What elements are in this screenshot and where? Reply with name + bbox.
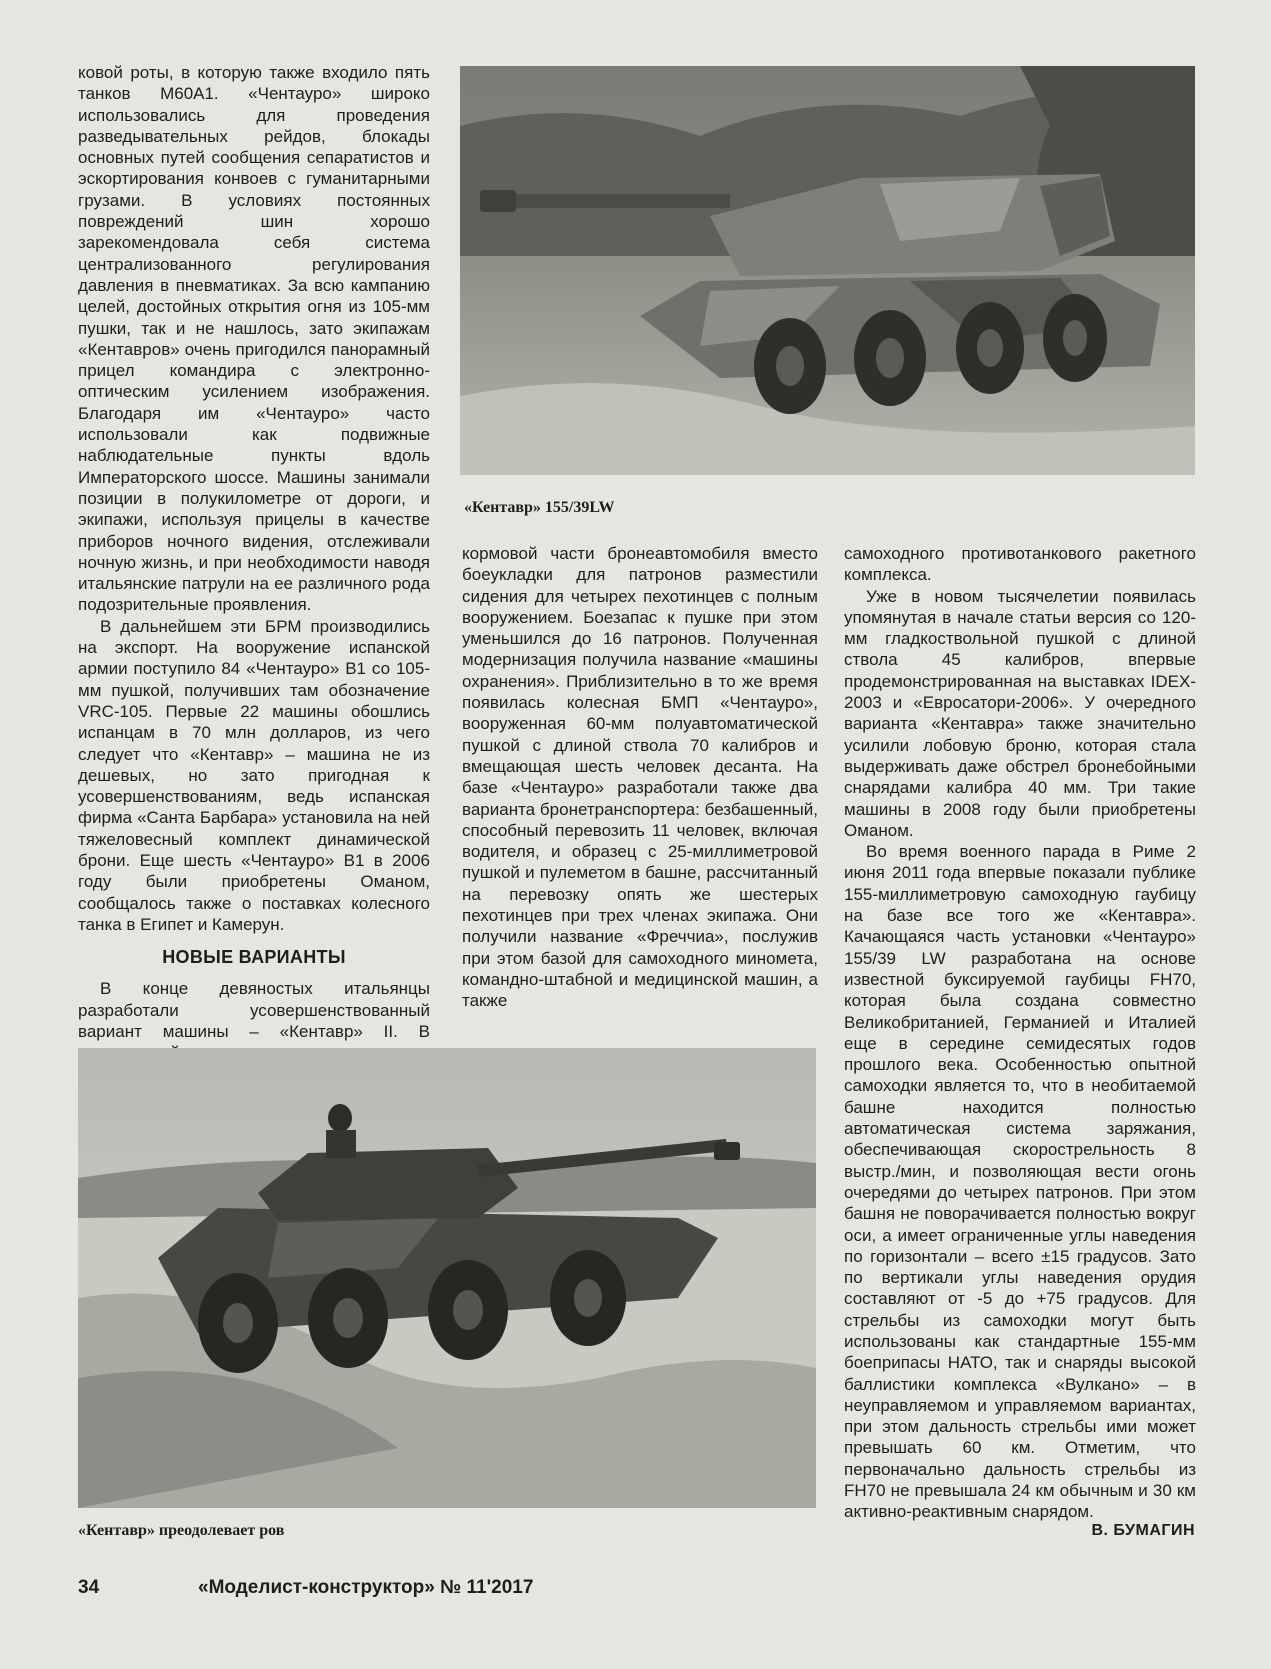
section-heading: НОВЫЕ ВАРИАНТЫ <box>162 947 346 968</box>
article-column-2 <box>462 543 818 1048</box>
photo-centauro-crossing-ditch <box>78 1048 816 1508</box>
article-column-3 <box>844 543 1196 1522</box>
article-column-1 <box>78 62 430 1047</box>
photo-centauro-crossing-ditch-image <box>78 1048 816 1508</box>
paragraph: самоходного противотанкового ракетного комплекса. <box>844 544 1196 585</box>
photo-centauro-155-39lw-image <box>460 66 1195 475</box>
paragraph: кормовой части бронеавтомобиля вместо боеукладки для патронов разместили сидения для четырех пехотинцев с полным вооружением. Боезапас к пушке при этом уменьшился до 16 патронов. Полученная модернизация получила название «машины охранения». Приблизительно в то же время появилась колесная БМП «Чентауро», вооруженная 60-мм полуавтоматической пушкой с длиной ствола 70 калибров и вмещающая шесть человек десанта. На базе «Чентауро» разработали также два варианта бронетранспортера: безбашенный, способный перевозить 11 человек, включая водителя, и образец с 25-миллиметровой пушкой и пулеметом в башне, рассчитанный на перевозку опять же шестерых пехотинцев при трех членах экипажа. Они получили название «Фреччиа», послужив при этом базой для самоходного миномета, командно-штабной и медицинской машин, а также <box>462 544 818 1011</box>
paragraph: ковой роты, в которую также входило пять танков M60A1. «Чентауро» широко использовались для проведения разведывательных рейдов, блокады основных путей сообщения сепаратистов и эскортирования конвоев с гуманитарными грузами. В условиях постоянных повреждений шин хорошо зарекомендовала себя система централизованного регулирования давления в пневматиках. За всю кампанию целей, достойных открытия огня из 105-мм пушки, так и не нашлось, зато экипажам «Кентавров» очень пригодился панорамный прицел командира с электронно-оптическим усилением изображения. Благодаря им «Чентауро» часто использовали как подвижные наблюдательные пункты вдоль Императорского шоссе. Машины занимали позиции в полукилометре от дороги, и экипажи, используя прицелы в качестве приборов ночного видения, отслеживали ночную жизнь, и при необходимости наводя итальянские патрули на ее различного рода подозрительные проявления. <box>78 63 430 615</box>
paragraph: В дальнейшем эти БРМ производились на экспорт. На вооружение испанской армии поступило 84 «Чентауро» В1 со 105-мм пушкой, получивших там обозначение VRC-105. Первые 22 машины обошлись испанцам в 70 млн долларов, из чего следует что «Кентавр» – машина не из дешевых, но зато пригодная к усовершенствованиям, ведь испанская фирма «Санта Барбара» установила на ней тяжеловесный комплект динамической брони. Еще шесть «Чентауро» В1 в 2006 году были приобретены Оманом, сообщалось также о поставках колесного танка в Египет и Камерун. <box>78 616 430 934</box>
article-author: В. БУМАГИН <box>1091 1522 1195 1539</box>
paragraph: Во время военного парада в Риме 2 июня 2011 года впервые показали публике 155-миллиметровую самоходную гаубицу на базе все того же «Кентавра». Качающаяся часть установки «Чентауро» 155/39 LW разработана на основе известной буксируемой гаубицы FH70, которая была создана совместно Великобританией, Германией и Италией еще в середине семидесятых годов прошлого века. Особенностью опытной самоходки является то, что в необитаемой башне находится полностью автоматическая система заряжания, обеспечивающая скорострельность 8 выстр./мин, и позволяющая вести огонь очередями до четырех патронов. При этом башня не поворачивается полностью вокруг оси, а имеет ограниченные углы наведения по горизонтали – всего ±15 градусов. Зато по вертикали углы наведения орудия составляют от -5 до +75 градусов. Для стрельбы из самоходки могут быть использованы как стандартные 155-мм боеприпасы НАТО, так и снаряды высокой баллистики комплекса «Вулкано» – в неуправляемом и управляемом вариантах, при этом дальность стрельбы ими может превышать 60 км. Отметим, что первоначально дальность стрельбы из FH70 не превышала 24 км обычным и 30 км активно-реактивным снарядом. <box>844 842 1196 1522</box>
paragraph: В конце девяностых итальянцы разработали усовершенствованный вариант машины – «Кентавр» II. В <box>78 979 430 1042</box>
paragraph: Уже в новом тысячелетии появилась упомянутая в начале статьи версия со 120-мм гладкоствольной пушкой с длиной ствола 45 калибров, впервые продемонстрированная на выставках IDEX-2003 и «Евросатори-2006». У очередного варианта «Кентавра» также значительно усилили лобовую броню, которая стала выдерживать даже обстрел бронебойными снарядами калибра 40 мм. Три такие машины в 2008 году были приобретены Оманом. <box>844 586 1196 840</box>
photo1-caption: «Кентавр» 155/39LW <box>464 499 615 516</box>
photo-centauro-155-39lw <box>460 66 1195 475</box>
page-number: 34 <box>78 1577 100 1598</box>
magazine-title: «Моделист-конструктор» № 11'2017 <box>198 1577 534 1598</box>
photo2-caption: «Кентавр» преодолевает ров <box>78 1522 285 1539</box>
